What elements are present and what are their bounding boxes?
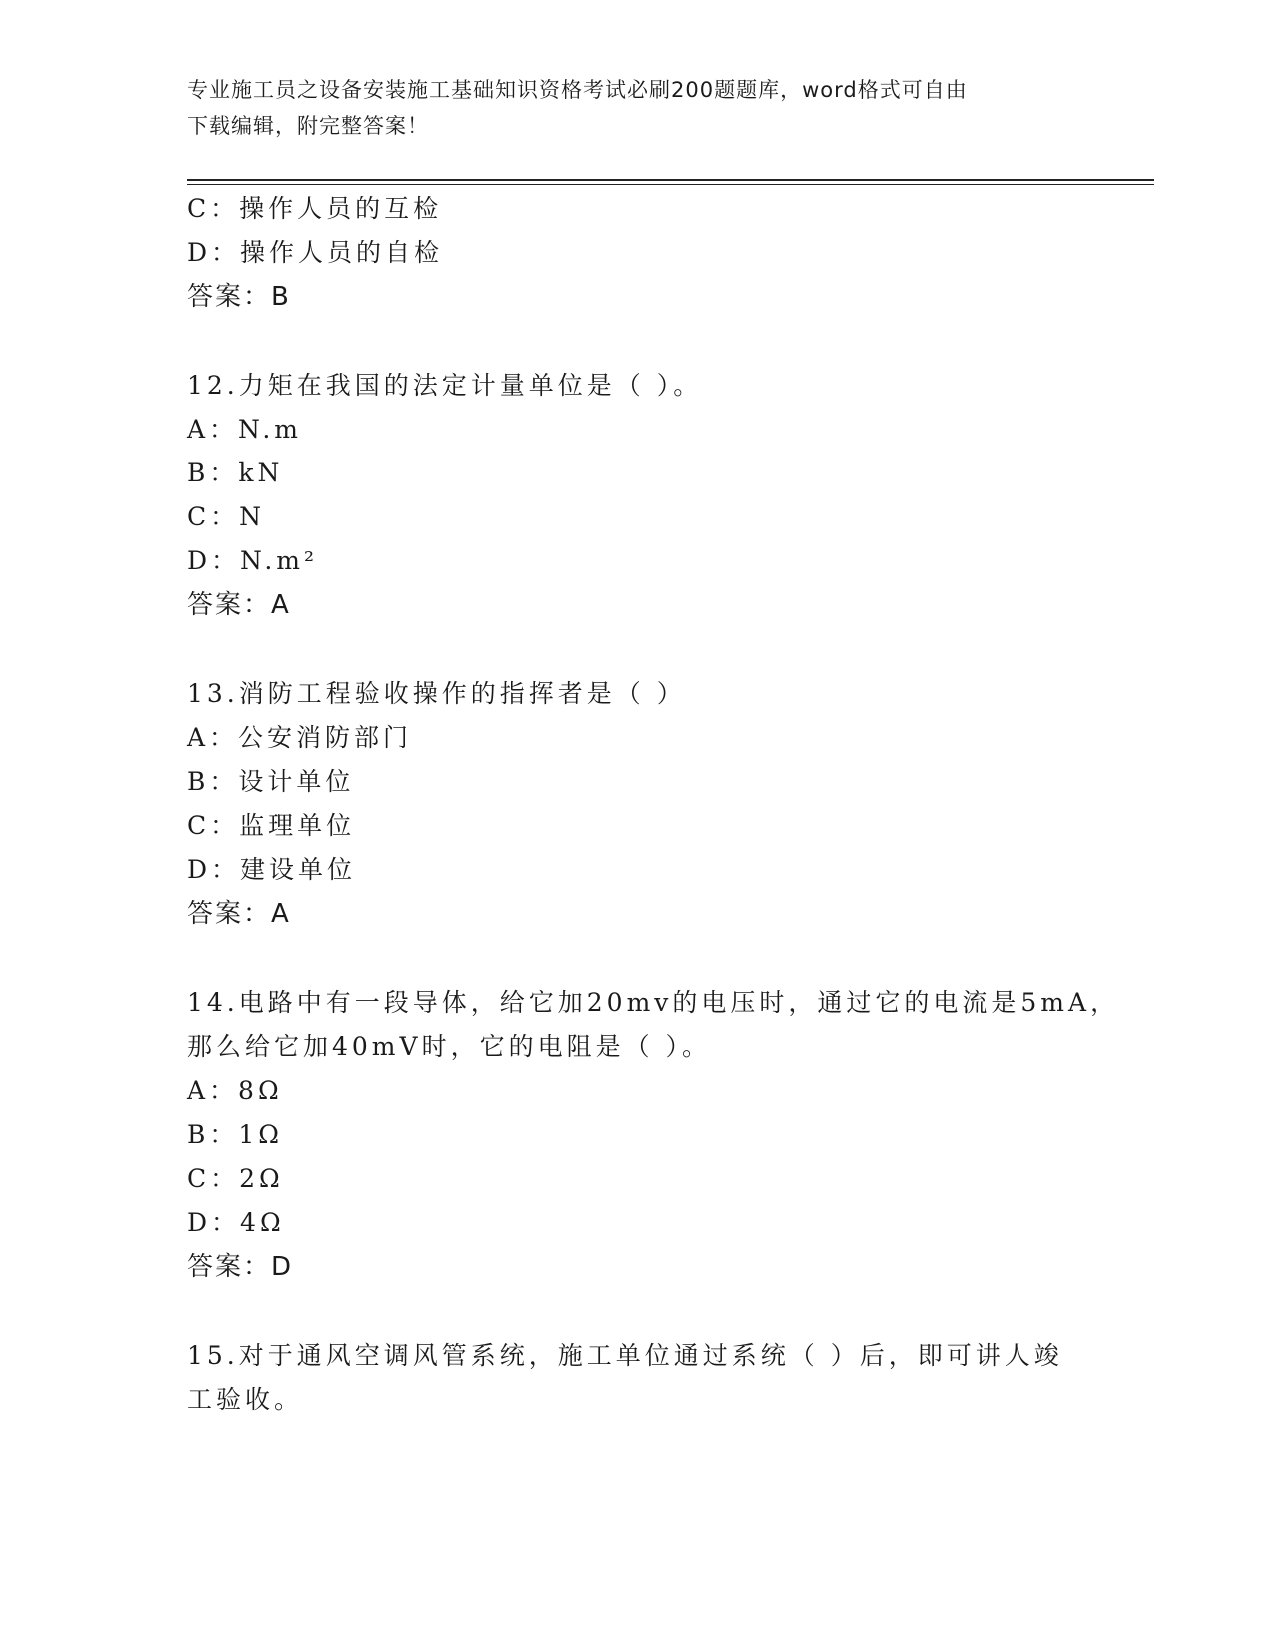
q12-option-a: A：N.m xyxy=(187,415,302,444)
q13-option-c: C：监理单位 xyxy=(187,811,356,840)
q14-option-c: C：2Ω xyxy=(187,1164,284,1193)
q11-answer: 答案：B xyxy=(187,282,291,312)
q13-option-a: A：公安消防部门 xyxy=(187,723,413,752)
q14-stem-line-1: 14.电路中有一段导体，给它加20mv的电压时，通过它的电流是5mA， xyxy=(187,988,1120,1017)
q14-answer: 答案：D xyxy=(187,1252,294,1282)
q14-option-d: D：4Ω xyxy=(187,1208,285,1237)
header-line-1: 专业施工员之设备安装施工基础知识资格考试必刷200题题库，word格式可自由 xyxy=(187,78,968,102)
q12-option-d: D：N.m² xyxy=(187,546,318,575)
q14-stem-line-2: 那么给它加40mV时，它的电阻是（ ）。 xyxy=(187,1032,712,1061)
q13-option-b: B：设计单位 xyxy=(187,767,355,796)
header-divider-thin xyxy=(187,184,1154,185)
q11-option-c: C：操作人员的互检 xyxy=(187,194,443,223)
q14-option-b: B：1Ω xyxy=(187,1120,284,1149)
q12-option-b: B：kN xyxy=(187,458,284,487)
q13-answer: 答案：A xyxy=(187,899,291,929)
header-line-2: 下载编辑，附完整答案！ xyxy=(187,114,429,138)
q12-option-c: C：N xyxy=(187,502,266,531)
q12-stem: 12.力矩在我国的法定计量单位是（ ）。 xyxy=(187,371,703,400)
q13-stem: 13.消防工程验收操作的指挥者是（ ） xyxy=(187,679,686,708)
header-divider-thick xyxy=(187,179,1154,181)
q14-option-a: A：8Ω xyxy=(187,1076,283,1105)
q11-option-d: D：操作人员的自检 xyxy=(187,238,444,267)
document-header xyxy=(187,72,1067,144)
q12-answer: 答案：A xyxy=(187,590,291,620)
q15-stem-line-2: 工验收。 xyxy=(187,1385,304,1414)
q13-option-d: D：建设单位 xyxy=(187,855,357,884)
q15-stem-line-1: 15.对于通风空调风管系统，施工单位通过系统（ ）后，即可讲人竣 xyxy=(187,1341,1063,1370)
